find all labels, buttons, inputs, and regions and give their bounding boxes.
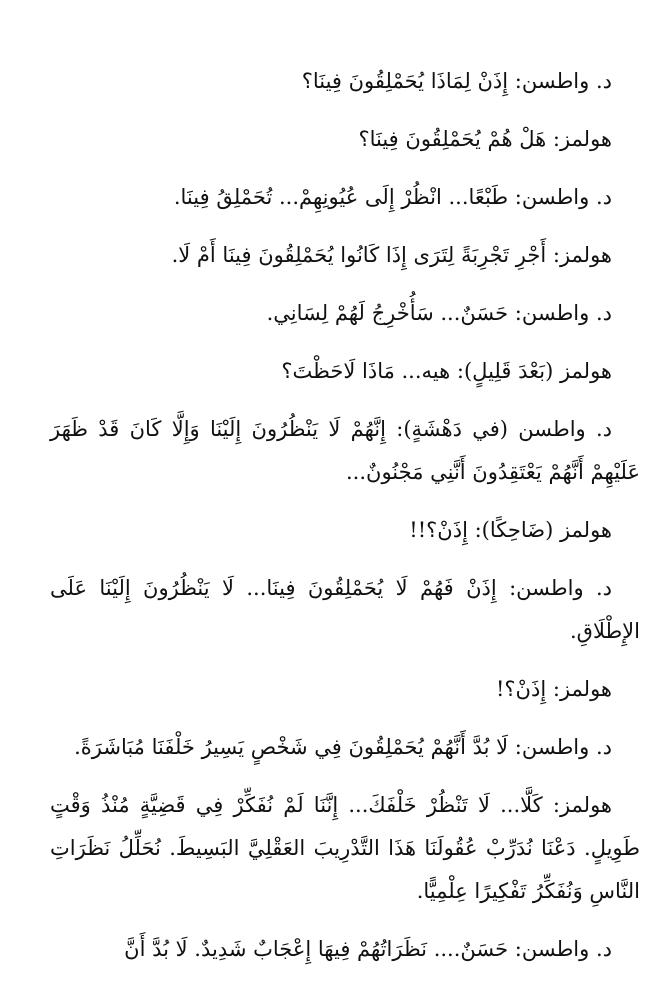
dialogue-line: هولمز: أَجْرِ تَجْرِبَةً لِتَرَى إِذَا كَانُوا يُحَمْلِقُونَ فِينَا أَمْ لَا.: [171, 243, 612, 267]
speaker-name: د. واطسن: [521, 735, 612, 759]
dialogue-text: كَلَّا... لَا تَنْظُرْ خَلْفَكَ... إِنَّنَا لَمْ نُفَكِّرْ فِي قَضِيَّةٍ مُنْذُ وَقْتٍ طَوِيلٍ. دَعْنَا نُدَرِّبْ عُقُولَنَا هَذَا التَّدْرِيبَ العَقْلِيَّ البَسِيطَ. نُحَلِّلُ نَظَرَاتِ النَّاسِ وَنُفَكِّرُ تَفْكِيرًا عِلْمِيًّا.: [50, 793, 640, 903]
speaker-name: د. واطسن (في دَهْشَةٍ): [403, 417, 612, 441]
dialogue-text: حَسَنٌ... سَأُخْرِجُ لَهُمْ لِسَانِي.: [266, 301, 509, 325]
dialogue-page: [50, 60, 640, 986]
speaker-name: د. واطسن: [521, 69, 612, 93]
dialogue-text: أَجْرِ تَجْرِبَةً لِتَرَى إِذَا كَانُوا يُحَمْلِقُونَ فِينَا أَمْ لَا.: [171, 243, 547, 267]
speaker-name: هولمز: [559, 127, 612, 151]
dialogue-line: هولمز: هَلْ هُمْ يُحَمْلِقُونَ فِينَا؟: [358, 127, 612, 151]
dialogue-line: د. واطسن: حَسَنٌ.... نَظَرَاتُهُمْ فِيهَا إِعْجَابٌ شَدِيدٌ. لَا بُدَّ أَنَّ: [124, 937, 612, 961]
dialogue-line: د. واطسن: طَبْعًا... انْظُرْ إِلَى عُيُونِهِمْ... تُحَمْلِقُ فِينَا.: [173, 185, 612, 209]
dialogue-text: هَلْ هُمْ يُحَمْلِقُونَ فِينَا؟: [358, 127, 547, 151]
speaker-name: د. واطسن: [521, 185, 612, 209]
dialogue-line: هولمز: كَلَّا... لَا تَنْظُرْ خَلْفَكَ... إِنَّنَا لَمْ نُفَكِّرْ فِي قَضِيَّةٍ مُنْذُ وَقْتٍ طَوِيلٍ. دَعْنَا نُدَرِّبْ عُقُولَنَا هَذَا التَّدْرِيبَ العَقْلِيَّ البَسِيطَ. نُحَلِّلُ نَظَرَاتِ النَّاسِ وَنُفَكِّرُ تَفْكِيرًا عِلْمِيًّا.: [50, 793, 640, 903]
speaker-name: هولمز: [559, 243, 612, 267]
dialogue-line: هولمز (ضَاحِكًا): إِذَنْ؟!!: [409, 518, 612, 542]
dialogue-text: إِذَنْ لِمَاذَا يُحَمْلِقُونَ فِينَا؟: [301, 69, 509, 93]
speaker-name: د. واطسن: [521, 301, 612, 325]
dialogue-text: هيه... مَاذَا لَاحَظْتَ؟: [281, 359, 451, 383]
dialogue-text: إِذَنْ؟!: [495, 677, 547, 701]
dialogue-text: إِنَّهُمْ لَا يَنْظُرُونَ إِلَيْنَا وَإِلَّا كَانَ قَدْ ظَهَرَ عَلَيْهِمْ أَنَّهُمْ يَعْتَقِدُونَ أَنَّنِي مَجْنُونٌ...: [50, 417, 640, 484]
speaker-name: هولمز (بَعْدَ قَلِيلٍ): [463, 359, 612, 383]
dialogue-line: د. واطسن: إِذَنْ فَهُمْ لَا يُحَمْلِقُونَ فِينَا... لَا يَنْظُرُونَ إِلَيْنَا عَلَى الإِطْلَاقِ.: [50, 576, 640, 643]
dialogue-line: هولمز (بَعْدَ قَلِيلٍ): هيه... مَاذَا لَاحَظْتَ؟: [281, 359, 612, 383]
dialogue-line: د. واطسن: إِذَنْ لِمَاذَا يُحَمْلِقُونَ فِينَا؟: [301, 69, 612, 93]
speaker-name: هولمز: [559, 677, 612, 701]
speaker-name: هولمز: [559, 793, 612, 817]
speaker-name: د. واطسن: [521, 937, 612, 961]
dialogue-text: حَسَنٌ.... نَظَرَاتُهُمْ فِيهَا إِعْجَابٌ شَدِيدٌ. لَا بُدَّ أَنَّ: [124, 937, 509, 961]
speaker-name: هولمز (ضَاحِكًا): [481, 518, 612, 542]
dialogue-text: طَبْعًا... انْظُرْ إِلَى عُيُونِهِمْ... تُحَمْلِقُ فِينَا.: [173, 185, 509, 209]
dialogue-line: د. واطسن: لَا بُدَّ أَنَّهُمْ يُحَمْلِقُونَ فِي شَخْصٍ يَسِيرُ خَلْفَنَا مُبَاشَرَةً.: [74, 735, 612, 759]
dialogue-text: إِذَنْ؟!!: [409, 518, 468, 542]
dialogue-text: لَا بُدَّ أَنَّهُمْ يُحَمْلِقُونَ فِي شَخْصٍ يَسِيرُ خَلْفَنَا مُبَاشَرَةً.: [74, 735, 509, 759]
dialogue-line: د. واطسن: حَسَنٌ... سَأُخْرِجُ لَهُمْ لِسَانِي.: [266, 301, 612, 325]
speaker-name: د. واطسن: [516, 576, 612, 600]
dialogue-text: إِذَنْ فَهُمْ لَا يُحَمْلِقُونَ فِينَا... لَا يَنْظُرُونَ إِلَيْنَا عَلَى الإِطْلَاقِ.: [50, 576, 640, 643]
dialogue-line: د. واطسن (في دَهْشَةٍ): إِنَّهُمْ لَا يَنْظُرُونَ إِلَيْنَا وَإِلَّا كَانَ قَدْ ظَهَرَ عَلَيْهِمْ أَنَّهُمْ يَعْتَقِدُونَ أَنَّنِي مَجْنُونٌ...: [50, 417, 640, 484]
dialogue-line: هولمز: إِذَنْ؟!: [495, 677, 612, 701]
